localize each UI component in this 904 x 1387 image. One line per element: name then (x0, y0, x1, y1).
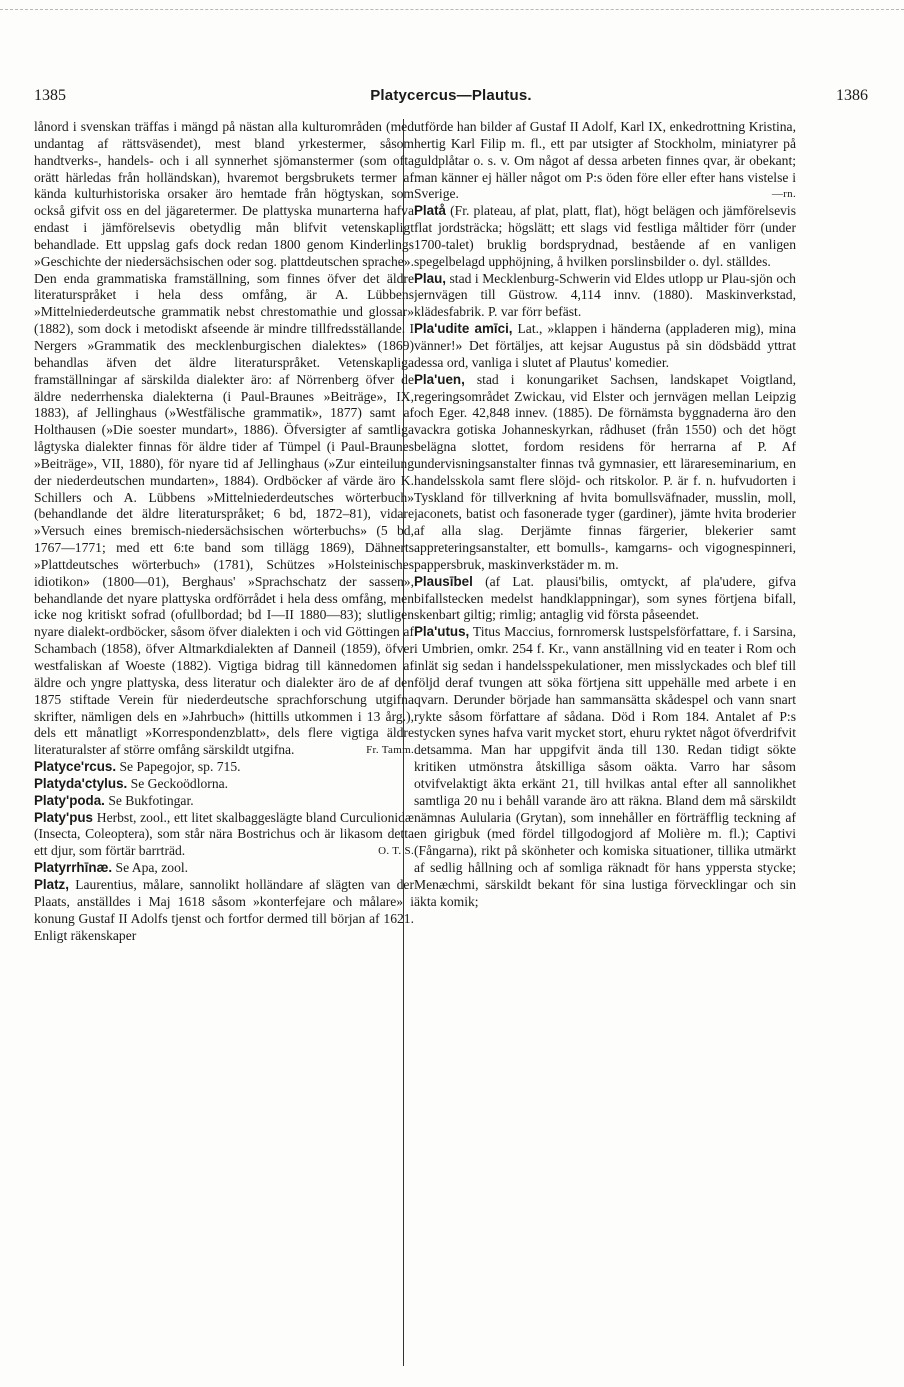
entry-text: Se Geckoödlorna. (130, 775, 229, 791)
entry-platypus (34, 810, 414, 861)
page-number-left: 1385 (34, 87, 66, 104)
entry-headword: Platy'poda. (34, 792, 105, 808)
page-header (34, 87, 868, 111)
article-text: utförde han bilder af Gustaf II Adolf, Karl IX, enkedrottning Kristina, hertig Karl Filip m. fl., ett par utsigter af Stockholm, miniatyrer på guldplåtar o. s. v. Om något af dessa arbeten finnes qvar, är obekant; man känner ej häller något om P:s öden före eller efter hans vistelse i Sverige. (414, 119, 796, 202)
author-signature: Fr. Tamm. (366, 744, 414, 757)
entry-headword: Platyrrhīnæ. (34, 860, 113, 876)
author-signature: —rn. (771, 188, 796, 201)
entry-text: Lat., »klappen i händerna (appladeren mig), mina vänner!» Det förtäljes, att kejsar Augustus på sin dödsbädd yttrat dessa ord, vanliga i slutet af Plautus' komedier. (414, 321, 796, 370)
entry-plau (414, 271, 796, 322)
entry-headword: Platyce'rcus. (34, 759, 117, 775)
entry-text: (Fr. plateau, af plat, platt, flat), högt belägen och jämförelsevis flat jordsträcka; högslätt; ett slags vid festliga måltider förr (under 1700-talet) bruklig bordsprydnad, bestående af en vanligen spegelbelagd upphöjning, å hvilken porslinsbilder o. dyl. ställdes. (414, 203, 796, 269)
article-text: lånord i svenskan träffas i mängd på nästan alla kulturområden (med undantag af rättsväsendet), mest bland yrkestermer, såsom handtverks-, handels- och i all synnerhet sjömanstermer (som ofta orätt härledas från holländskan), hvaremot bergsbrukets termer af kända kulturhistoriska orsaker äro hemtade från högtyskan, som också gifvit oss en del jägaretermer. De plattyska munarterna hafva endast i jämförelsevis obetydlig mån blifvit vetenskapligt behandlade. Ett uppslag gafs dock redan 1800 genom Kinderlings »Geschichte der niedersächsischen oder sog. plattdeutschen sprache». Den enda grammatiska framställning, som finnes öfver det äldre literaturspråket i hela dess omfång, är A. Lübbens »Mittelniederdeutsche grammatik nebst chrestomathie und glossar» (1882), som dock i metodiskt afseende är mindre tillfredsställande. I Nergers »Grammatik des mecklenburgischen dialektes» (1869) behandlas äfven det äldre literaturspråket. Vetenskapliga framställningar af särskilda dialekter äro: af Nörrenberg öfver de äldre nederrhenska dialekterna (i Paul-Braunes »Beiträge», IX, 1883), af Jellinghaus (»Westfälische grammatik», 1877) samt af Holthausen (»Die soester mundart», 1886). Öfversigter af samtliga lågtyska dialekter finnas för äldre tider af Tümpel (i Paul-Braunes »Beiträge», VII, 1880), för nyare tid af Jellinghaus (»Zur einteilung der niederdeutschen mundarten», 1884). Ordböcker af värde äro K. Schillers och A. Lübbens »Mittelniederdeutsches wörterbuch» (behandlande det äldre literaturspråket; 6 bd, 1872–81), vidare »Versuch eines bremisch-niedersächsischen wörterbuchs» (5 bd, 1767—1771; med ett 6:te band som tillägg 1869), Dähnerts »Plattdeutsches wörterbuch» (1781), Schützes »Holsteinisches idiotikon» (1800—01), Berghaus' »Sprachschatz der sassen», behandlande det nyare plattyska ordförrådet i hela dess omfång, men icke nog kritiskt sofrad (ofullbordad; bd I—II 1880—83); slutligen nyare dialekt-ordböcker, såsom öfver dialekten i och vid Göttingen af Schambach (1858), öfver Altmarkdialekten af Danneil (1859), öfver westfaliskan af Woeste (1882). Vigtiga bidrag till kännedomen af äldre och yngre plattyska, dess literatur och dialekter äro de af den 1875 stiftade Verein für niederdeutsche sprachforschung utgifna skrifter, nämligen dels en »Jahrbuch» (hittills utkommen i 13 årg.), dels ett månatligt »Korrespondenzblatt», dels flere vigtiga äldre literaturalster af större omfång särskildt utgifna. (34, 119, 414, 758)
entry-headword: Platyda'ctylus. (34, 775, 128, 791)
entry-platyrrhinae (34, 860, 414, 877)
running-title: Platycercus—Plautus. (370, 87, 532, 104)
entry-text: Titus Maccius, fornromersk lustspelsförfattare, f. i Sarsina, i Umbrien, omkr. 254 f. Kr., vann anställning vid en teater i Rom och inlät sig sedan i handelsspekulationer, men misslyckades och blef till följd deraf tvungen att söka förtjena sitt uppehälle med arbete i en qvarn. Derunder började han sammansätta skådespel och vann snart rykte såsom författare af sådana. Död i Rom 184. Antalet af P:s stycken synes hafva varit mycket stort, ehuru ryktet något öfverdrifvit detsamma. Man har uppgifvit ända till 130. Redan tidigt sökte kritiken utmönstra åtskilliga såsom oäkta. Varro har såsom otvifvelaktigt äkta erkänt 21, till hvilkas antal efter all sannolikhet samtliga 20 nu i behåll varande äro att räkna. Bland dem må särskildt nämnas Aulularia (Grytan), som innehåller en förträfflig teckning af en girigbuk (med fördel tillgodogjord af Molière m. fl.); Captivi (Fångarna), rikt på skönheter och komiska situationer, tillika utmärkt af sedlig hållning och af somliga räknadt för hans yppersta stycke; Menæchmi, särskildt bekant för sina lustiga förvecklingar och sin äkta komik; (414, 624, 796, 909)
column-right (414, 119, 796, 1369)
column-left (34, 119, 414, 1369)
article-continuation (414, 119, 796, 203)
author-signature: O. T. S. (378, 845, 414, 858)
entry-text: Se Papegojor, sp. 715. (119, 759, 241, 775)
entry-plata (414, 203, 796, 270)
entry-headword: Pla'udite amīci, (414, 321, 513, 337)
entry-text: Laurentius, målare, sannolikt holländare af slägten van der Plaats, anställdes i Maj 1618 såsom »konterfejare och målare» i konung Gustaf II Adolfs tjenst och fortfor dermed till början af 1621. Enligt räkenskaper (34, 876, 414, 943)
entry-text: (af Lat. plausi'bilis, omtyckt, af pla'udere, gifva bifallstecken medelst handklappningar), som synes förtjena bifall, skenbart giltig; rimlig; antaglig vid första påseendet. (414, 573, 796, 623)
entry-plautus (414, 624, 796, 910)
entry-headword: Platy'pus (34, 809, 93, 825)
entry-text: stad i konungariket Sachsen, landskapet Voigtland, regeringsområdet Zwickau, vid Elster och jernvägen mellan Leipzig och Eger. 42,848 innev. (1885). De förnämsta byggnaderna äro den vackra gotiska Johanneskyrkan, rådhuset (från 1550) och det högt belägna slottet, fordom residens för herrarna af P. Af undervisningsanstalter finnas två gymnasier, ett lärareseminarium, en handelsskola samt flere slöjd- och ritskolor. P. är f. n. hufvudorten i Tyskland för tillverkning af hvita bomullsväfnader, musslin, moll, jaconets, batist och fasonerade tyger (gardiner), jämte hvita broderier af alla slag. Derjämte finnas färgerier, blekerier samt appreteringsanstalter, ett bomulls-, kamgarns- och vigognespinneri, pappersbruk, maskinverkstäder m. m. (414, 371, 796, 572)
entry-text: stad i Mecklenburg-Schwerin vid Eldes utlopp ur Plau-sjön och jernvägen till Güstrow. 4,114 innv. (1880). Maskinverkstad, klädesfabrik. P. var förr befäst. (414, 270, 796, 320)
entry-headword: Platz, (34, 876, 69, 892)
entry-platycercus (34, 759, 414, 776)
entry-plaudite-amici (414, 321, 796, 372)
entry-text: Se Apa, zool. (115, 860, 189, 876)
entry-headword: Platå (414, 203, 447, 219)
page-number-right: 1386 (836, 87, 868, 104)
entry-text: Se Bukfotingar. (108, 792, 194, 808)
entry-headword: Pla'uen, (414, 371, 465, 387)
scan-edge-line (0, 9, 904, 10)
entry-plauen (414, 372, 796, 574)
entry-headword: Plausībel (414, 573, 473, 589)
entry-platypoda (34, 793, 414, 810)
entry-text: Herbst, zool., ett litet skalbaggeslägte bland Curculionidæ (Insecta, Coleoptera), som står nära Bostrichus och är likasom detta ett djur, som förtär barrträd. (34, 809, 414, 859)
entry-headword: Plau, (414, 270, 446, 286)
entry-platz (34, 877, 414, 944)
entry-plausibel (414, 574, 796, 625)
entry-platydactylus (34, 776, 414, 793)
article-continuation (34, 119, 414, 759)
entry-headword: Pla'utus, (414, 624, 470, 640)
